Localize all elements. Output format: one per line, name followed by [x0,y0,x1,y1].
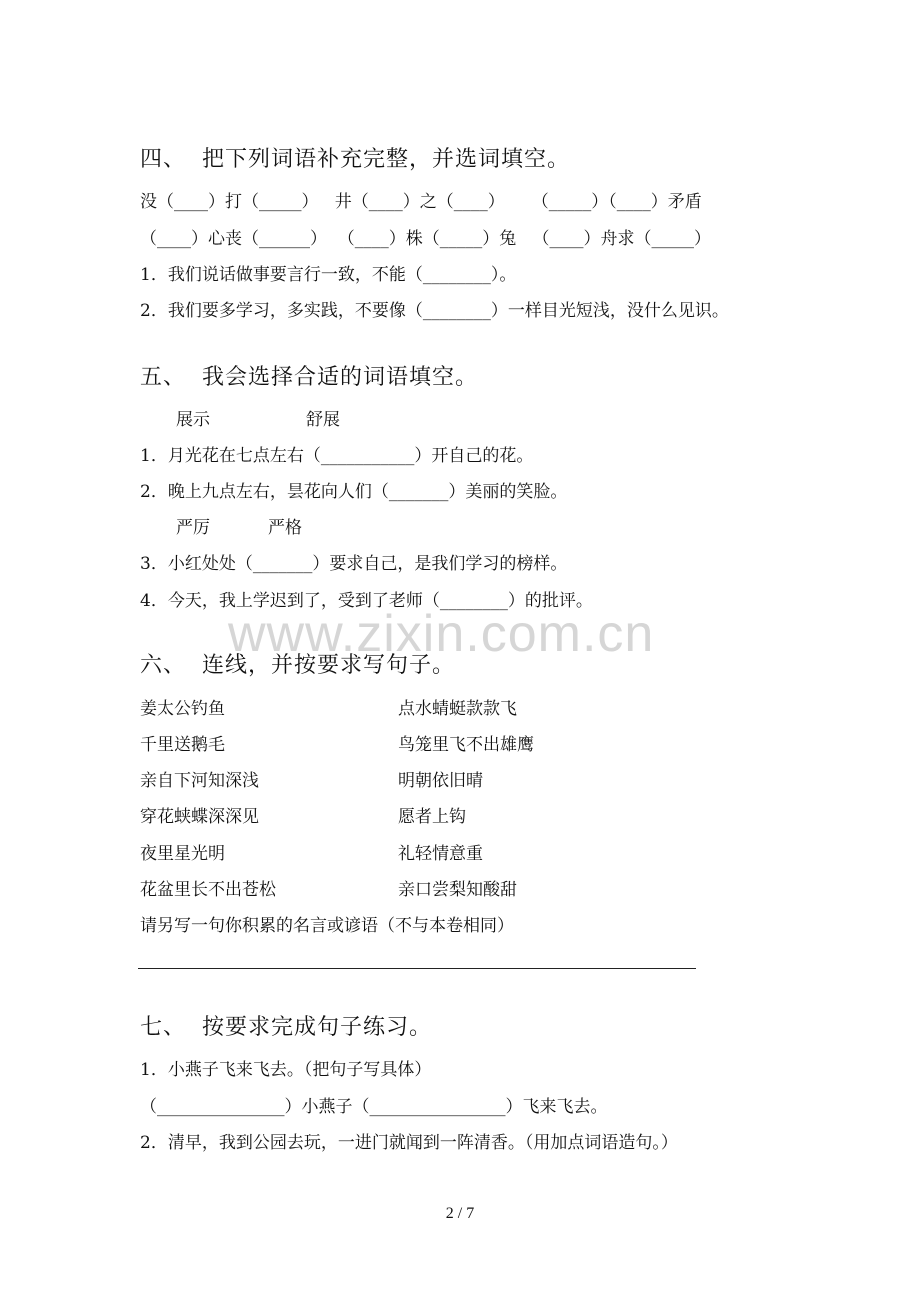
word-choice-yanli: 严厉 [176,518,210,538]
left-phrase-item: 夜里星光明 [140,844,225,864]
section-4-idiom-row-1: 没（____）打（_____） 井（____）之（____） （_____）（____）矛盾 [140,192,702,212]
right-phrase-item: 明朝依旧晴 [398,771,483,791]
left-phrase-item: 姜太公钓鱼 [140,699,225,719]
left-phrase-item: 穿花蛱蝶深深见 [140,807,259,827]
answer-line[interactable] [138,968,696,969]
section-4-heading: 四、 把下列词语补充完整，并选词填空。 [140,147,570,172]
section-7-question-2: 2．清早，我到公园去玩，一进门就闻到一阵清香。（用加点词语造句。） [140,1133,678,1153]
right-phrase-item: 鸟笼里飞不出雄鹰 [398,735,534,755]
word-choice-zhanshi: 展示 [176,410,210,430]
section-6-heading: 六、 连线，并按要求写句子。 [140,653,455,678]
section-7-question-1-blanks: （_______________）小燕子（________________）飞来飞去。 [140,1097,608,1117]
left-phrase-item: 亲自下河知深浅 [140,771,259,791]
section-5-question-3: 3．小红处处（_______）要求自己，是我们学习的榜样。 [140,554,568,574]
section-5-question-4: 4．今天，我上学迟到了，受到了老师（________）的批评。 [140,591,593,611]
left-phrase-item: 千里送鹅毛 [140,735,225,755]
section-4-question-1: 1．我们说话做事要言行一致，不能（________）。 [140,265,517,285]
section-4-question-2: 2．我们要多学习，多实践，不要像（________）一样目光短浅，没什么见识。 [140,301,729,321]
word-choice-yange: 严格 [268,518,302,538]
left-phrase-item: 花盆里长不出苍松 [140,880,276,900]
right-phrase-item: 愿者上钩 [398,807,466,827]
section-7-heading: 七、 按要求完成句子练习。 [140,1015,432,1040]
word-choice-shuzhan: 舒展 [306,410,340,430]
section-6-instruction: 请另写一句你积累的名言或谚语（不与本卷相同） [140,916,514,936]
page-number: 2 / 7 [445,1205,475,1222]
section-5-question-1: 1．月光花在七点左右（___________）开自己的花。 [140,446,534,466]
right-phrase-item: 点水蜻蜓款款飞 [398,699,517,719]
section-5-question-2: 2．晚上九点左右，昙花向人们（_______）美丽的笑脸。 [140,482,568,502]
section-5-heading: 五、 我会选择合适的词语填空。 [140,365,478,390]
right-phrase-item: 礼轻情意重 [398,844,483,864]
section-4-idiom-row-2: （____）心丧（______） （____）株（_____）兔 （____）舟求（_____） [140,229,712,249]
watermark: www.zixin.com.cn [228,605,655,663]
right-phrase-item: 亲口尝梨知酸甜 [398,880,517,900]
section-7-question-1: 1．小燕子飞来飞去。（把句子写具体） [140,1060,432,1080]
